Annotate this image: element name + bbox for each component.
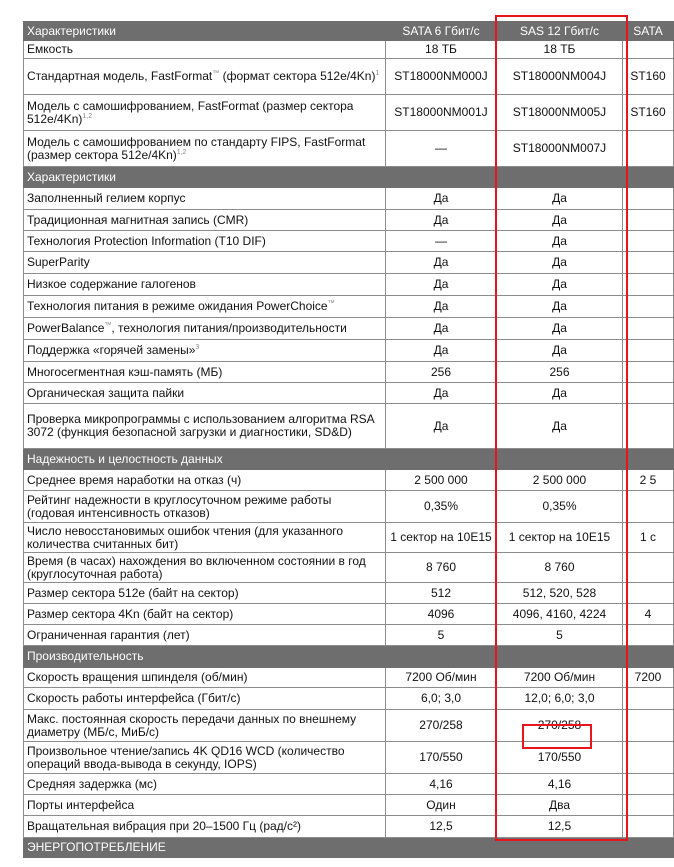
sata-extra-value xyxy=(623,167,674,188)
sata-extra-value: ST160 xyxy=(623,95,674,131)
row-label: Стандартная модель, FastFormat™ (формат сектора 512е/4Kn)$^1$ xyxy=(24,59,386,95)
sata-extra-value xyxy=(623,252,674,274)
row-label: Размер сектора 4Kn (байт на сектор) xyxy=(24,604,386,625)
section-header-row xyxy=(24,646,674,668)
sas-value: 18 ТБ xyxy=(497,41,623,59)
row-label: Время (в часах) нахождения во включенном состоянии в год (круглосуточная работа) xyxy=(24,553,386,583)
row-label: Скорость вращения шпинделя (об/мин) xyxy=(24,668,386,688)
row-label: Надежность и целостность данных xyxy=(24,449,386,470)
row-label: Емкость xyxy=(24,41,386,59)
sata-extra-value xyxy=(623,383,674,404)
sata-extra-value xyxy=(623,318,674,340)
sata-value: — xyxy=(386,131,497,167)
sata-value: 5 xyxy=(386,625,497,646)
table-row xyxy=(24,362,674,383)
sata-extra-value xyxy=(623,838,674,858)
table-row xyxy=(24,604,674,625)
table-row xyxy=(24,340,674,362)
sas-value: 4096, 4160, 4224 xyxy=(497,604,623,625)
sas-value: 512, 520, 528 xyxy=(497,583,623,604)
sas-value: Да xyxy=(497,231,623,252)
table-row xyxy=(24,470,674,491)
table-row xyxy=(24,795,674,816)
sata-value xyxy=(386,167,497,188)
sas-value: 1 сектор на 10E15 xyxy=(497,523,623,553)
table-row xyxy=(24,668,674,688)
sata-extra-value xyxy=(623,362,674,383)
sas-value: 0,35% xyxy=(497,491,623,523)
section-header-row xyxy=(24,167,674,188)
row-label: Традиционная магнитная запись (CMR) xyxy=(24,210,386,231)
sas-value: Да xyxy=(497,274,623,296)
sas-value: Да xyxy=(497,296,623,318)
sata-value: 256 xyxy=(386,362,497,383)
row-label: Производительность xyxy=(24,646,386,668)
row-label: Порты интерфейса xyxy=(24,795,386,816)
sata-extra-value xyxy=(623,583,674,604)
sata-value: 170/550 xyxy=(386,742,497,774)
sata-extra-value: 4 xyxy=(623,604,674,625)
sata-value: ST18000NM001J xyxy=(386,95,497,131)
row-label: Число невосстановимых ошибок чтения (для указанного количества считанных бит) xyxy=(24,523,386,553)
sas-value: Да xyxy=(497,210,623,231)
row-label: Заполненный гелием корпус xyxy=(24,188,386,210)
table-row xyxy=(24,252,674,274)
table-row xyxy=(24,318,674,340)
sata-extra-value xyxy=(623,131,674,167)
sas-value: ST18000NM004J xyxy=(497,59,623,95)
sas-value: 7200 Об/мин xyxy=(497,668,623,688)
sata-value: 2 500 000 xyxy=(386,470,497,491)
sata-extra-value xyxy=(623,491,674,523)
sata-value: 4096 xyxy=(386,604,497,625)
row-label: Поддержка «горячей замены»$^3$ xyxy=(24,340,386,362)
table-row xyxy=(24,131,674,167)
table-row xyxy=(24,816,674,838)
sata-value: 18 ТБ xyxy=(386,41,497,59)
sata-extra-value xyxy=(623,795,674,816)
sata-extra-value xyxy=(623,231,674,252)
sas-value: ST18000NM005J xyxy=(497,95,623,131)
table-row xyxy=(24,210,674,231)
row-label: Произвольное чтение/запись 4K QD16 WCD (количество операций ввода-вывода в секунду, IOPS) xyxy=(24,742,386,774)
sata-value: Один xyxy=(386,795,497,816)
row-label: Среднее время наработки на отказ (ч) xyxy=(24,470,386,491)
table-row xyxy=(24,59,674,95)
section-header-row xyxy=(24,22,674,41)
table-row xyxy=(24,742,674,774)
row-label: Рейтинг надежности в круглосуточном режиме работы (годовая интенсивность отказов) xyxy=(24,491,386,523)
row-label: Характеристики xyxy=(24,22,386,41)
sata-value: 0,35% xyxy=(386,491,497,523)
row-label: Модель с самошифрованием по стандарту FIPS, FastFormat (размер сектора 512e/4Kn)$^{1,2}$ xyxy=(24,131,386,167)
sata-value: Да xyxy=(386,188,497,210)
sas-value: 270/258 xyxy=(497,710,623,742)
table-row xyxy=(24,625,674,646)
sas-value: Да xyxy=(497,383,623,404)
sata-value: ST18000NM000J xyxy=(386,59,497,95)
table-row xyxy=(24,188,674,210)
row-label: Низкое содержание галогенов xyxy=(24,274,386,296)
sata-value: Да xyxy=(386,404,497,449)
sata-value: 4,16 xyxy=(386,774,497,795)
row-label: Размер сектора 512e (байт на сектор) xyxy=(24,583,386,604)
row-label: SuperParity xyxy=(24,252,386,274)
table-row xyxy=(24,231,674,252)
sata-value: 12,5 xyxy=(386,816,497,838)
row-label: PowerBalance™, технология питания/производительности xyxy=(24,318,386,340)
sata-extra-value: ST160 xyxy=(623,59,674,95)
table-row xyxy=(24,274,674,296)
sata-extra-value xyxy=(623,41,674,59)
table-row xyxy=(24,583,674,604)
sas-value: 2 500 000 xyxy=(497,470,623,491)
sata-extra-value xyxy=(623,210,674,231)
sas-value: Да xyxy=(497,252,623,274)
sata-value: Да xyxy=(386,210,497,231)
row-label: Характеристики xyxy=(24,167,386,188)
sas-value: SAS 12 Гбит/с xyxy=(497,22,623,41)
sas-value: ST18000NM007J xyxy=(497,131,623,167)
sas-value xyxy=(497,646,623,668)
row-label: Макс. постоянная скорость передачи данных по внешнему диаметру (МБ/с, МиБ/с) xyxy=(24,710,386,742)
sas-value: Да xyxy=(497,340,623,362)
sata-extra-value xyxy=(623,188,674,210)
row-label: Многосегментная кэш-память (МБ) xyxy=(24,362,386,383)
section-header-row xyxy=(24,838,674,858)
sas-value: 5 xyxy=(497,625,623,646)
sata-extra-value xyxy=(623,340,674,362)
sata-extra-value xyxy=(623,553,674,583)
sata-extra-value xyxy=(623,646,674,668)
table-row xyxy=(24,553,674,583)
sas-value: 4,16 xyxy=(497,774,623,795)
table-row xyxy=(24,383,674,404)
sata-value: Да xyxy=(386,318,497,340)
sata-extra-value xyxy=(623,710,674,742)
sata-extra-value: 7200 xyxy=(623,668,674,688)
sata-value: Да xyxy=(386,252,497,274)
sas-value: Да xyxy=(497,188,623,210)
row-label: Вращательная вибрация при 20–1500 Гц (рад/с²) xyxy=(24,816,386,838)
table-row xyxy=(24,95,674,131)
sas-value xyxy=(497,167,623,188)
sata-extra-value xyxy=(623,296,674,318)
table-row xyxy=(24,41,674,59)
sas-value: 8 760 xyxy=(497,553,623,583)
sas-value: Да xyxy=(497,318,623,340)
sata-extra-value: SATA xyxy=(623,22,674,41)
row-label: Скорость работы интерфейса (Гбит/с) xyxy=(24,688,386,710)
row-label: Органическая защита пайки xyxy=(24,383,386,404)
sata-value: 270/258 xyxy=(386,710,497,742)
sata-value: 8 760 xyxy=(386,553,497,583)
sas-value xyxy=(497,449,623,470)
sata-extra-value xyxy=(623,774,674,795)
sata-value: Да xyxy=(386,340,497,362)
table-row xyxy=(24,296,674,318)
section-header-row xyxy=(24,449,674,470)
sata-value: Да xyxy=(386,383,497,404)
sas-value: 12,0; 6,0; 3,0 xyxy=(497,688,623,710)
sata-extra-value xyxy=(623,404,674,449)
sas-value: 12,5 xyxy=(497,816,623,838)
sata-value: Да xyxy=(386,296,497,318)
sata-extra-value xyxy=(623,742,674,774)
sata-value: SATA 6 Гбит/с xyxy=(386,22,497,41)
row-label: Технология Protection Information (T10 DIF) xyxy=(24,231,386,252)
sas-value: 256 xyxy=(497,362,623,383)
sata-extra-value: 2 5 xyxy=(623,470,674,491)
row-label: Средняя задержка (мс) xyxy=(24,774,386,795)
sata-value xyxy=(386,646,497,668)
sata-extra-value xyxy=(623,625,674,646)
table-row xyxy=(24,491,674,523)
sata-value: — xyxy=(386,231,497,252)
sata-extra-value xyxy=(623,449,674,470)
table-row xyxy=(24,710,674,742)
sata-value xyxy=(386,838,497,858)
row-label: Ограниченная гарантия (лет) xyxy=(24,625,386,646)
table-row xyxy=(24,404,674,449)
row-label: Проверка микропрограммы с использованием алгоритма RSA 3072 (функция безопасной загрузки и диагностики, SD&D) xyxy=(24,404,386,449)
sata-value: Да xyxy=(386,274,497,296)
sas-value xyxy=(497,838,623,858)
sata-extra-value xyxy=(623,816,674,838)
sata-extra-value xyxy=(623,688,674,710)
sas-value: Да xyxy=(497,404,623,449)
row-label: Модель с самошифрованием, FastFormat (размер сектора 512e/4Kn)$^{1,2}$ xyxy=(24,95,386,131)
sata-extra-value: 1 с xyxy=(623,523,674,553)
table-row xyxy=(24,523,674,553)
sata-value: 6,0; 3,0 xyxy=(386,688,497,710)
sata-value: 512 xyxy=(386,583,497,604)
table-row xyxy=(24,688,674,710)
spec-table xyxy=(23,21,674,858)
sata-value: 7200 Об/мин xyxy=(386,668,497,688)
sas-value: 170/550 xyxy=(497,742,623,774)
sata-value: 1 сектор на 10E15 xyxy=(386,523,497,553)
sata-value xyxy=(386,449,497,470)
table-row xyxy=(24,774,674,795)
row-label: Технология питания в режиме ожидания PowerChoice™ xyxy=(24,296,386,318)
sata-extra-value xyxy=(623,274,674,296)
row-label: ЭНЕРГОПОТРЕБЛЕНИЕ xyxy=(24,838,386,858)
sas-value: Два xyxy=(497,795,623,816)
